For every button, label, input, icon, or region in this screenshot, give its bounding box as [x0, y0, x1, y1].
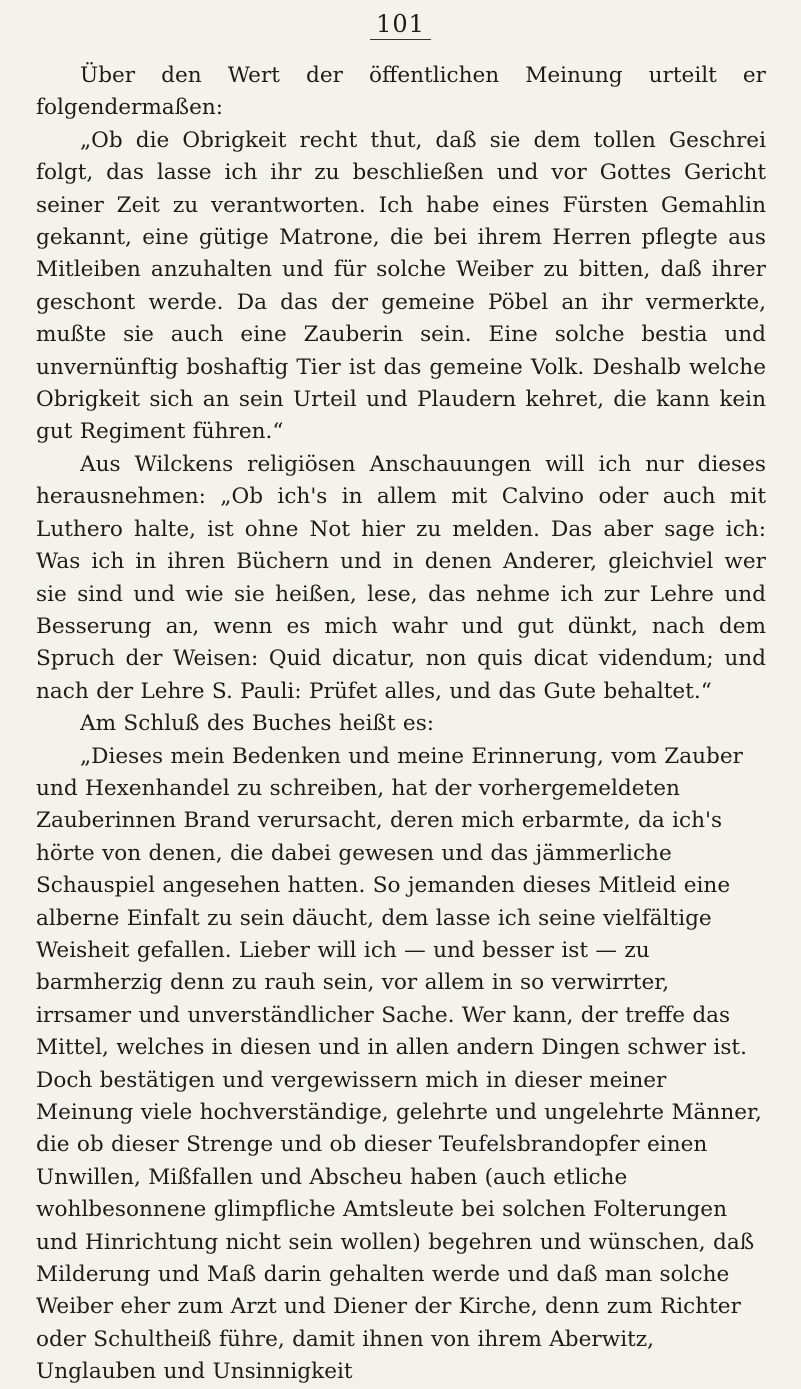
page-number: [0, 10, 801, 38]
paragraph-religious-views: Aus Wilckens religiösen Anschauungen will ich nur dieses herausnehmen: „Ob ich's in allem mit Calvino oder auch mit Luthero halte, ist ohne Not hier zu melden. Das aber sage ich: Was ich in ihren Büchern und in denen Anderer, gleichviel wer sie sind und wie sie heißen, lese, das nehme ich zur Lehre und Besserung an, wenn es mich wahr und gut dünkt, nach dem Spruch der Weisen: Quid dicatur, non quis dicat videndum; und nach der Lehre S. Pauli: Prüfet alles, und das Gute behaltet.“: [36, 451, 766, 704]
paragraph-intro: Über den Wert der öffentlichen Meinung urteilt er folgendermaßen:: [36, 63, 766, 121]
paragraph-quote-obrigkeit: „Ob die Obrigkeit recht thut, daß sie dem tollen Geschrei folgt, das lasse ich ihr zu beschließen und vor Gottes Gericht seiner Zeit zu verantworten. Ich habe eines Fürsten Gemahlin gekannt, eine gütige Matrone, die bei ihrem Herren pflegte aus Mitleiben anzuhalten und für solche Weiber zu bitten, daß ihrer geschont werde. Da das der gemeine Pöbel an ihr vermerkte, mußte sie auch eine Zauberin sein. Eine solche bestia und unvernünftig boshaftig Tier ist das gemeine Volk. Deshalb welche Obrigkeit sich an sein Urteil und Plaudern kehret, die kann kein gut Regiment führen.“: [36, 127, 766, 445]
page-number-label: 101: [370, 10, 431, 40]
paragraph-closing-quote: „Dieses mein Bedenken und meine Erinnerung, vom Zauber und Hexenhandel zu schreiben, hat der vorhergemeldeten Zauberinnen Brand verursacht, deren mich erbarmte, da ich's hörte von denen, die dabei gewesen und das jämmerliche Schauspiel angesehen hatten. So jemanden dieses Mitleid eine alberne Einfalt zu sein däucht, dem lasse ich seine vielfältige Weisheit gefallen. Lieber will ich — und besser ist — zu barmherzig denn zu rauh sein, vor allem in so verwirrter, irrsamer und unverständlicher Sache. Wer kann, der treffe das Mittel, welches in diesen und in allen andern Dingen schwer ist. Doch bestätigen und vergewissern mich in dieser meiner Meinung viele hochverständige, gelehrte und ungelehrte Männer, die ob dieser Strenge und ob dieser Teufelsbrandopfer einen Unwillen, Mißfallen und Abscheu haben (auch etliche wohlbesonnene glimpfliche Amtsleute bei solchen Folterungen und Hinrichtung nicht sein wollen) begehren und wünschen, daß Milderung und Maß darin gehalten werde und daß man solche Weiber eher zum Arzt und Diener der Kirche, denn zum Richter oder Schultheiß führe, damit ihnen von ihrem Aberwitz, Unglauben und Unsinnigkeit: [36, 743, 762, 1385]
paragraph-closing-intro: Am Schluß des Buches heißt es:: [80, 711, 435, 737]
body-text: [36, 60, 766, 1389]
